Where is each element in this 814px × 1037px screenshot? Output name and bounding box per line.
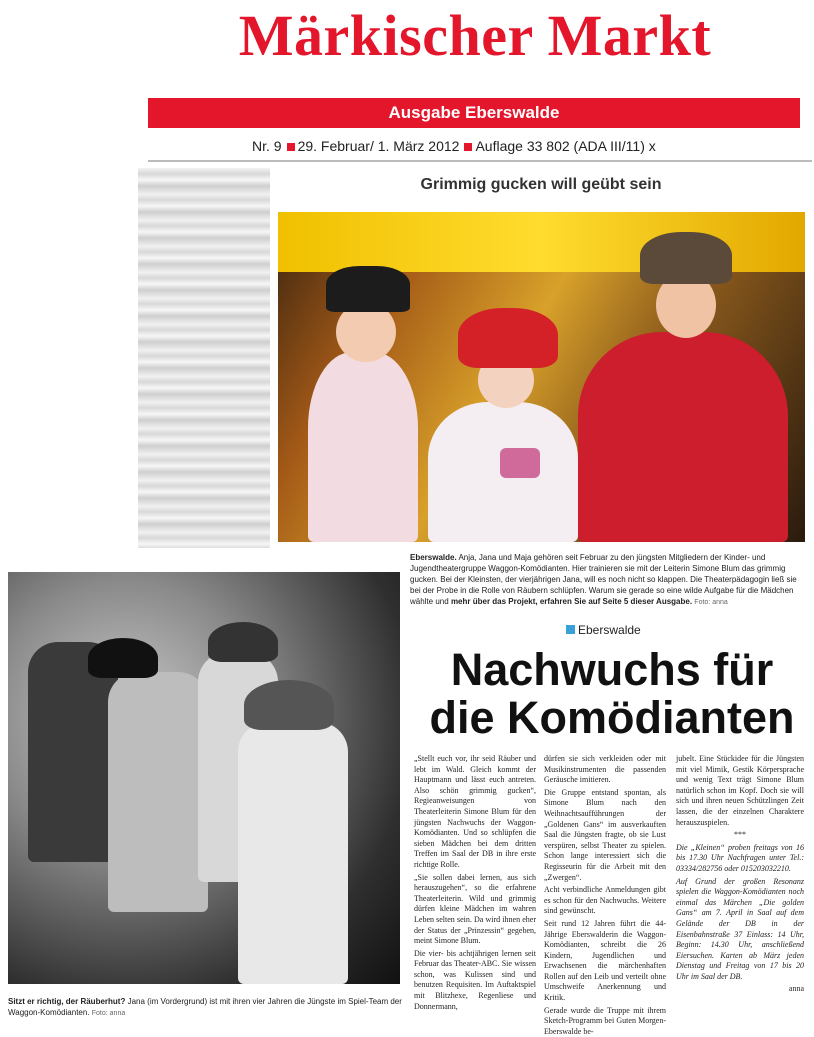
red-square-icon — [287, 143, 295, 151]
section-label: Eberswalde — [578, 623, 641, 637]
separator: *** — [734, 830, 746, 840]
section-tag — [566, 622, 656, 638]
caption-place: Eberswalde. — [410, 553, 457, 562]
red-square-icon — [464, 143, 472, 151]
child-left-body — [308, 352, 418, 542]
photo-figure — [108, 672, 208, 912]
child-right-body — [578, 332, 788, 542]
newspaper-masthead: Märkischer Markt — [238, 3, 712, 68]
dark-hat-icon — [208, 622, 278, 662]
headline-line: Nachwuchs für — [450, 644, 774, 695]
hat-icon — [244, 680, 334, 730]
top-story-headline: Grimmig gucken will geübt sein — [420, 176, 662, 193]
article-column-3 — [676, 754, 804, 1020]
article-column-1 — [414, 754, 536, 1020]
rehearsal-photo — [8, 572, 400, 984]
brown-hat-icon — [640, 232, 732, 284]
black-hat-icon — [88, 638, 158, 678]
paragraph: dürfen sie sich verkleiden oder mit Musikinstrumenten die passenden Geräusche imitieren. — [544, 754, 666, 785]
paragraph: „Stellt euch vor, ihr seid Räuber und lebt im Wald. Gleich kommt der Hauptmann und lässt euch antreten. Also schön grimmig gucken“, Regieanweisungen von Theaterleiterin Simone Blum für den jüngsten Nachwuchs der Waggon-Komödianten. Und so schlüpfen die sieben Mädchen bei dem dritten Treffen im Saal der DB in ihre erste richtige Rolle. — [414, 754, 536, 869]
top-story-photo — [278, 212, 805, 542]
headline-line: die Komödianten — [429, 692, 795, 743]
black-hat-icon — [326, 266, 410, 312]
issue-number: Nr. 9 — [252, 138, 282, 154]
caption-bold: mehr über das Projekt, erfahren Sie auf Seite 5 dieser Ausgabe. — [450, 597, 693, 606]
top-story-caption — [410, 552, 808, 610]
caption-bold: Sitzt er richtig, der Räuberhut? — [8, 997, 126, 1006]
caption-text: Anja, Jana und Maja gehören seit Februar zu den jüngsten Mitgliedern der Kinder- und Jugendtheatergruppe Waggon-Komödianten. Hier trainieren sie mit der Leiterin Simone Blum das grimmig gucken. Bei der Kleinsten, der vierjährigen Jana, will es noch nicht so klappen. Die Theaterpädagogin ließ sie bei der Probe in die Rolle von Räubern schlüpfen. Warum sie gerade so eine wilde Aufgabe für die Mädchen wählte und — [410, 553, 797, 606]
rehearsal-caption — [8, 996, 402, 1024]
circulation: Auflage 33 802 (ADA III/11) x — [475, 138, 656, 154]
paragraph: jubelt. Eine Stückidee für die Jüngsten mit viel Mimik, Gestik Körpersprache und wenig Text trägt Simone Blum natürlich schon im Kopf. Doch sie will sich und ihren neuen Schützlingen Zeit lassen, die der einzelnen Charaktere herauszuspielen. — [676, 754, 804, 827]
red-hat-icon — [458, 308, 558, 368]
paragraph: Acht verbindliche Anmeldungen gibt es schon für den Nachwuchs. Weitere sind gewünscht. — [544, 885, 666, 916]
paragraph: Auf Grund der großen Resonanz spielen die Waggon-Komödianten noch einmal das Märchen „Die golden Gans“ am 7. April in Saal auf dem Gelände der DB in der Eisenbahnstraße 37 Einlass: 14 Uhr, Beginn: 14.30 Uhr, anschließend Eiersuchen. Karten ab März jeden Dienstag und Freitag von 17 bis 20 Uhr im Saal der DB. — [676, 876, 804, 981]
edition-bar: Ausgabe Eberswalde — [148, 98, 800, 128]
issue-line — [252, 136, 800, 156]
header-rule — [148, 160, 812, 162]
issue-date: 29. Februar/ 1. März 2012 — [297, 138, 460, 154]
photo-figure-foreground — [238, 722, 348, 984]
paragraph: Seit rund 12 Jahren führt die 44-Jährige Eberswalderin die Waggon-Komödianten, schreibt die 26 Kindern, Jugendlichen und Erwachsenen die märchenhaften Rollen auf den Leib und verteilt ohne Umschweife Anerkennung und Kritik. — [544, 918, 666, 1003]
paragraph: Die vier- bis achtjährigen lernen seit Februar das Theater-ABC. Sie wissen schon, was Kulissen sind und benutzen Requisiten. Im Auftaktspiel mit Blitzhexe, Regenliese und Donnermann, — [414, 948, 536, 1011]
decorative-margin-image — [138, 168, 270, 548]
paragraph: Die Gruppe entstand spontan, als Simone Blum nach den Weihnachtsaufführungen der „Goldenen Gans“ im ausverkauften Saal die Jüngsten fragte, ob sie Lust verspüren, selbst Theater zu spielen. Schon lange interessiert sich die Regisseurin für die Arbeit mit den „Zwergen“. — [544, 787, 666, 882]
photo-credit: Foto: anna — [91, 1010, 126, 1017]
photo-credit: Foto: anna — [694, 599, 728, 606]
caption-text: Jana (im Vordergrund) ist mit ihren vier Jahren die Jüngste im Spiel-Team der Waggon-Komödianten. — [8, 997, 402, 1017]
article-column-2 — [544, 754, 666, 1036]
shirt-print-icon — [500, 448, 540, 478]
blue-square-icon — [566, 625, 575, 634]
paragraph: Gerade wurde die Truppe mit ihrem Sketch-Programm bei Guten Morgen-Eberswalde be- — [544, 1005, 666, 1036]
author: anna — [788, 984, 804, 994]
article-headline — [414, 646, 810, 742]
paragraph: „Sie sollen dabei lernen, aus sich herauszugehen“, so die erfahrene Theaterleiterin. Wild und grimmig dürfen kleine Mädchen im wahren Leben selten sein. Da wird ihnen eher der Status der „Prinzessin“ gegeben, meint Simone Blum. — [414, 872, 536, 946]
paragraph: Die „Kleinen“ proben freitags von 16 bis 17.30 Uhr Nachfragen unter Tel.: 03334/282756 oder 015203032210. — [676, 842, 804, 873]
